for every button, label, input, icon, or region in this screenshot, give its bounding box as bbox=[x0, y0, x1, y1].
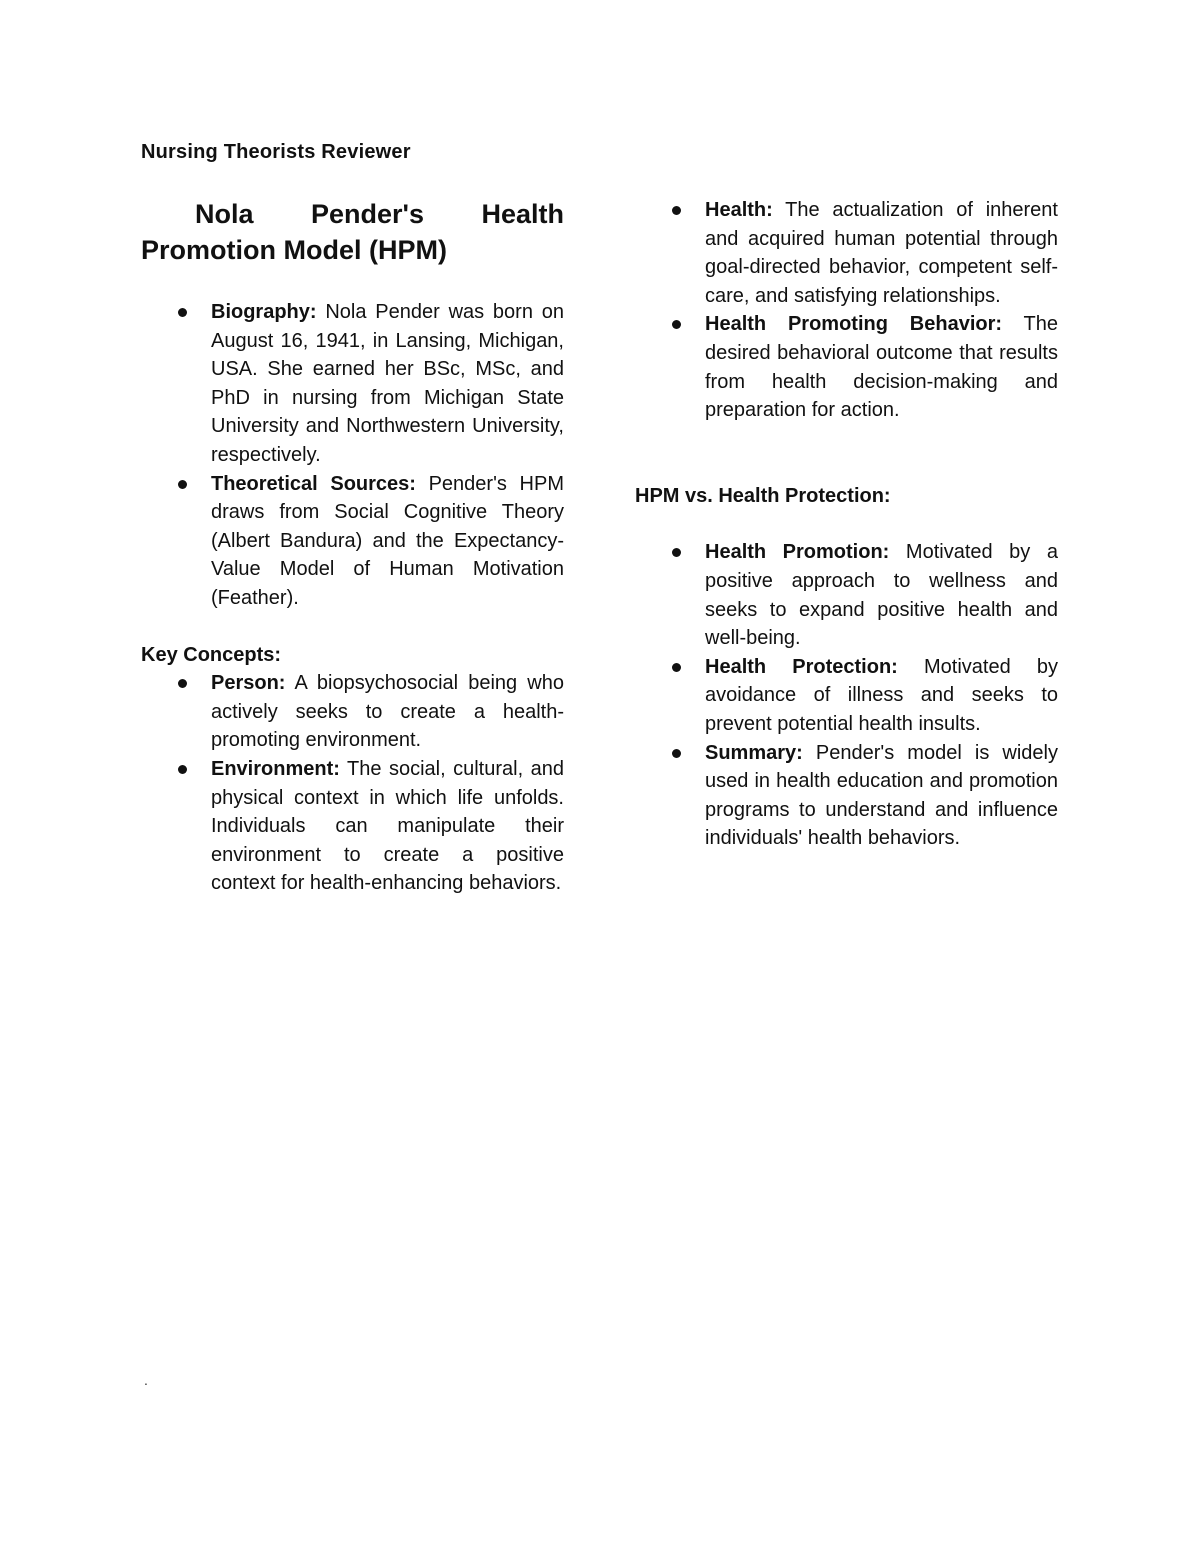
list-item-health-protection bbox=[635, 653, 1058, 739]
item-text: The actualization of inherent and acquired human potential through goal-directed behavior, competent self-care, and satisfying relationships. bbox=[705, 199, 1058, 307]
item-term: Health: bbox=[705, 199, 773, 221]
item-text: A biopsychosocial being who actively seeks to create a health-promoting environment. bbox=[211, 672, 564, 752]
bullet-icon bbox=[672, 548, 681, 557]
list-item-biography bbox=[141, 298, 564, 470]
bullet-icon bbox=[178, 679, 187, 688]
bullet-icon bbox=[178, 480, 187, 489]
item-text: Pender's model is widely used in health education and promotion programs to understand and influence individuals' health behaviors. bbox=[705, 741, 1058, 850]
item-text: Motivated by a positive approach to wellness and seeks to expand positive health and well-being. bbox=[705, 541, 1058, 650]
list-item-person bbox=[141, 669, 564, 755]
bullet-icon bbox=[672, 663, 681, 672]
item-term: Environment: bbox=[211, 757, 340, 780]
intro-list bbox=[141, 298, 564, 613]
document-title-line-2: Promotion Model (HPM) bbox=[141, 235, 447, 265]
title-word: Pender's bbox=[311, 199, 424, 229]
bullet-icon bbox=[672, 320, 681, 329]
item-text: Motivated by avoidance of illness and seeks to prevent potential health insults. bbox=[705, 655, 1058, 735]
item-term: Person: bbox=[211, 672, 286, 695]
item-term: Health Protection: bbox=[705, 655, 898, 678]
right-column bbox=[635, 196, 1058, 853]
title-word: Nola bbox=[195, 199, 254, 229]
list-item-health-promotion bbox=[635, 538, 1058, 652]
bullet-icon bbox=[178, 765, 187, 774]
list-item-theoretical-sources bbox=[141, 470, 564, 613]
bullet-icon bbox=[178, 308, 187, 317]
key-concepts-list bbox=[141, 669, 564, 898]
left-column bbox=[141, 196, 564, 898]
list-item-summary bbox=[635, 739, 1058, 853]
item-text: The social, cultural, and physical context in which life unfolds. Individuals can manipulate their environment to create a positive context for health-enhancing behaviors. bbox=[211, 757, 564, 895]
bullet-icon bbox=[672, 206, 681, 215]
list-item-health bbox=[635, 196, 1058, 310]
list-item-environment bbox=[141, 755, 564, 898]
item-text: Nola Pender was born on August 16, 1941, in Lansing, Michigan, USA. She earned her BSc, MSc, and PhD in nursing from Michigan State University and Northwestern University, respectively. bbox=[211, 301, 564, 466]
item-text: The desired behavioral outcome that results from health decision-making and preparation for action. bbox=[705, 313, 1058, 422]
title-word: Health bbox=[481, 199, 564, 229]
document-title-line-1 bbox=[141, 196, 564, 232]
footer-mark: . bbox=[144, 1372, 148, 1388]
item-term: Summary: bbox=[705, 741, 803, 764]
comparison-heading: HPM vs. Health Protection: bbox=[635, 484, 891, 507]
page-header: Nursing Theorists Reviewer bbox=[141, 141, 411, 163]
item-term: Health Promotion: bbox=[705, 541, 890, 564]
list-item-health-promoting-behavior bbox=[635, 310, 1058, 424]
comparison-list bbox=[635, 538, 1058, 853]
item-term: Health Promoting Behavior: bbox=[705, 313, 1003, 336]
item-term: Theoretical Sources: bbox=[211, 472, 416, 495]
key-concepts-heading: Key Concepts: bbox=[141, 643, 282, 666]
bullet-icon bbox=[672, 749, 681, 758]
key-concepts-list-continued bbox=[635, 196, 1058, 425]
item-term: Biography: bbox=[211, 301, 317, 323]
item-text: Pender's HPM draws from Social Cognitive Theory (Albert Bandura) and the Expectancy-Value Model of Human Motivation (Feather). bbox=[211, 472, 564, 609]
